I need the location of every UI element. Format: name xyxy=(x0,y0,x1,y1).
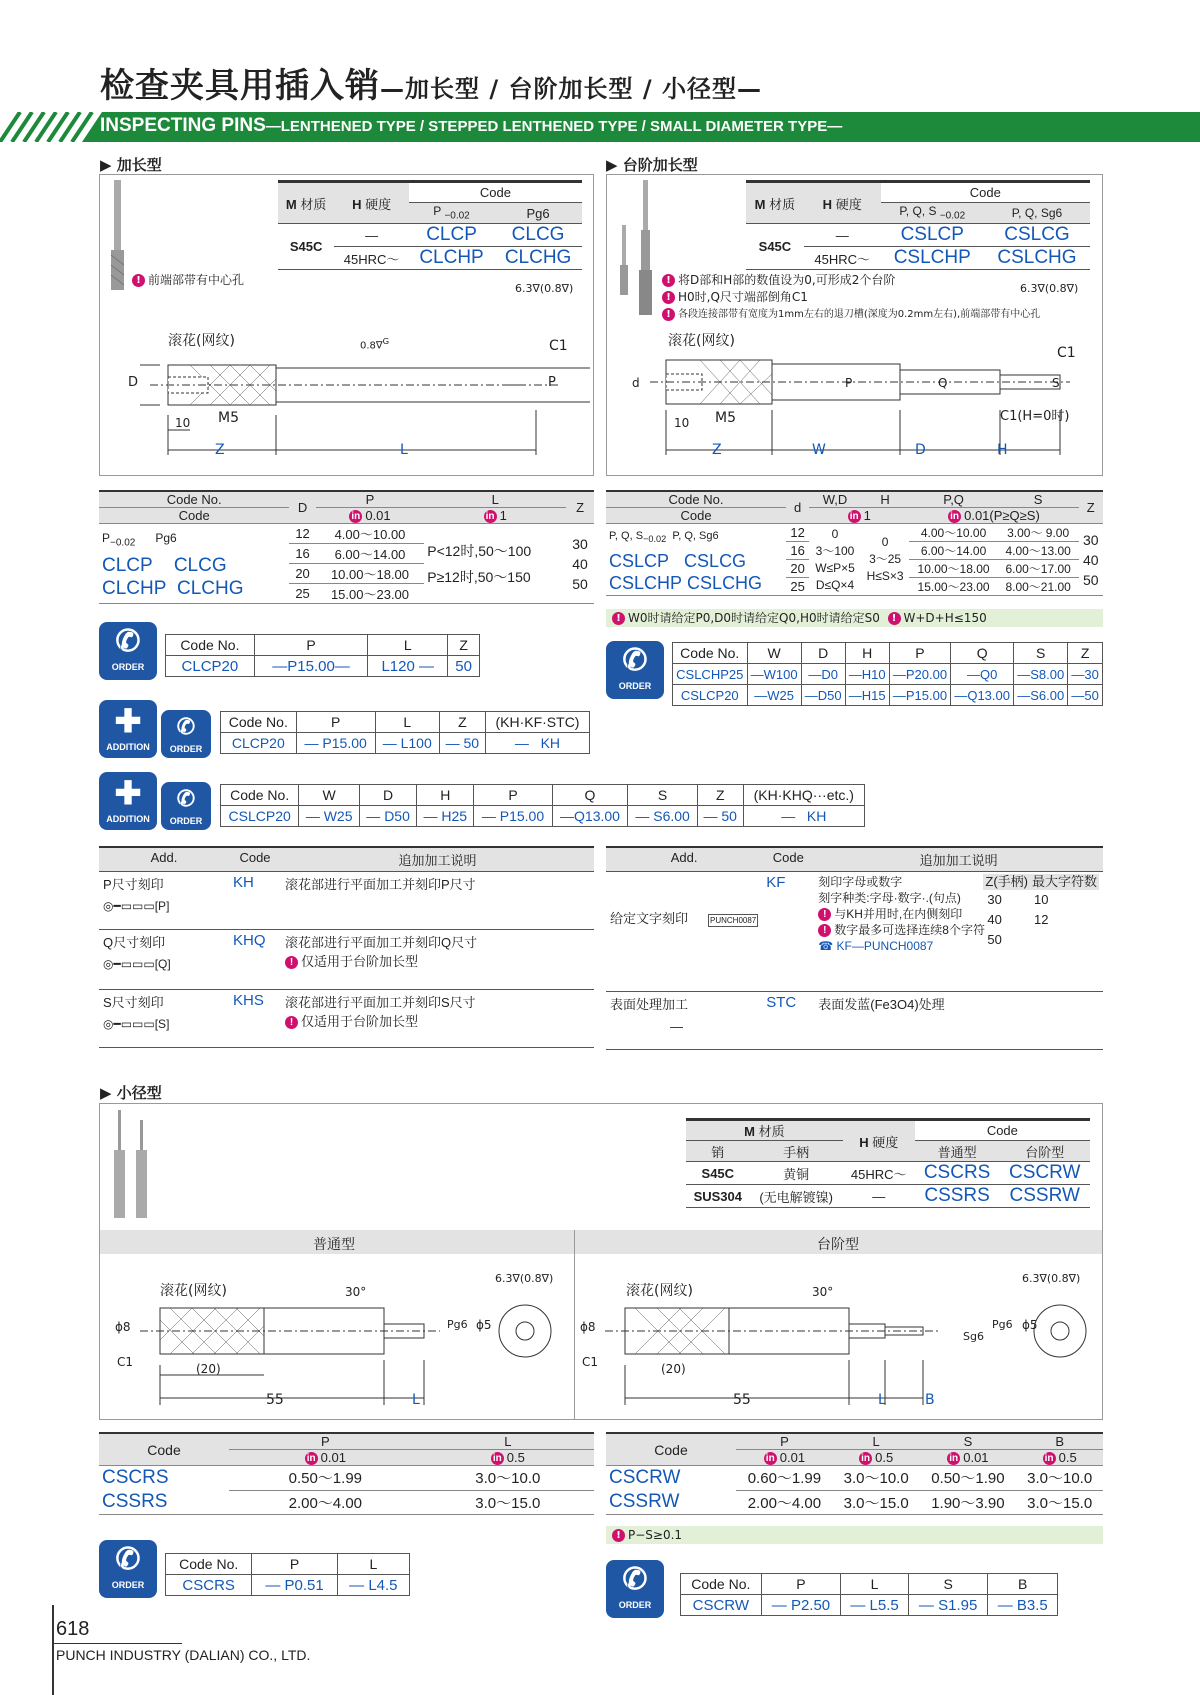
dim-55b: 55 xyxy=(733,1392,751,1408)
footer-underline xyxy=(52,1643,182,1644)
dim-C1H: C1(H=0时) xyxy=(1000,409,1070,424)
dim-20: (20) xyxy=(196,1362,221,1376)
dim-C1d: C1 xyxy=(582,1355,599,1369)
dim-M5b: M5 xyxy=(715,410,736,426)
small-step-table: Code P L S B in 0.01 in 0.5 in 0.01 in 0.5 CSCRW CSSRW 0.60～1.99 3.0～10.0 0.50～1.90 3.0～10.0 2.00～4.00 3.0～15.0 1.90～3.90 3.0～15.0 xyxy=(606,1432,1103,1515)
order-button-6[interactable]: ✆ ORDER xyxy=(606,1560,664,1618)
dim-M5: M5 xyxy=(218,410,239,426)
dim-20b: (20) xyxy=(661,1362,686,1376)
dim-C1b: C1 xyxy=(1057,345,1076,361)
dim-Q: Q xyxy=(938,376,948,390)
small-type-header xyxy=(100,1230,1102,1254)
knurl-label: 滚花(网纹) xyxy=(168,333,235,349)
dim-D2: D xyxy=(915,442,926,458)
small-step-roughness: 6.3∇(0.8∇) xyxy=(1022,1272,1081,1285)
small-roughness: 6.3∇(0.8∇) xyxy=(495,1272,554,1285)
stepped-note-1: ! 将D部和H部的数值设为0,可形成2个台阶 xyxy=(662,271,895,288)
dim-phi5: ϕ5 xyxy=(476,1318,492,1332)
dim-S: S xyxy=(1052,376,1060,390)
addition-button-2[interactable]: ✚ ADDITION xyxy=(99,772,157,830)
dim-phi5b: ϕ5 xyxy=(1022,1318,1038,1332)
dim-10: 10 xyxy=(175,416,191,430)
dim-phi8b: ϕ8 xyxy=(580,1320,596,1334)
stepped-note-3: ! 各段连接部带有宽度为1mm左右的退刀槽(深度为0.2mm左右),前端部带有中心孔 xyxy=(662,305,1040,321)
small-step-note: ! P−S≥0.1 xyxy=(606,1526,1103,1544)
order-example-small-step: Code No. P L S B CSCRW — P2.50 — L5.5 — S1.95 — B3.5 xyxy=(680,1573,1058,1616)
dim-Sg6: Sg6 xyxy=(963,1330,984,1343)
additional-processing-right: Add. Code 追加加工说明 给定文字刻印 PUNCH0087 KF Z(手柄) 最大字符数 30 10 40 12 50 刻印字母或数字 刻字种类:字母·数字·.(句点) ! 与KH并用时,在内侧刻印 ! 数字最多可选择连续8个字符 ☎ KF—PUNCH0087 表面处理加工 — STC 表面发蓝(Fe3O4)处理 xyxy=(606,846,1103,1050)
dim-phi8: ϕ8 xyxy=(115,1320,131,1334)
lengthened-pin-photo xyxy=(108,180,128,292)
small-normal-table: Code P L in 0.01 in 0.5 CSCRS CSSRS 0.50～1.99 3.0～10.0 2.00～4.00 3.0～15.0 xyxy=(99,1432,594,1515)
dim-P: P xyxy=(548,375,556,390)
section-title-stepped: ▶ 台阶加长型 xyxy=(606,156,698,174)
stepped-dimension-table: Code No. d W,D H P,Q S Z Code in 1 in 0.01(P≥Q≥S) P, Q, $S_{-0.02}$ P, Q, Sg6 CSLCP CSLCG CSLCHP CSLCHG 12 0 3～100 W≤P×5 D≤Q×4 0 3～25 H≤S×3 4.00～10.00 3.00～ 9.00 30 40 50 16 6.00～14.00 4.00～13.00 20 10.00～18.00 6.00～17.00 25 15.00～23.00 8.00～21.00 xyxy=(606,490,1103,596)
dim-W: W xyxy=(812,442,826,458)
order-button-3[interactable]: ✆ ORDER xyxy=(161,710,211,758)
lengthened-note: ! 前端部带有中心孔 xyxy=(132,271,244,288)
dim-L: L xyxy=(400,442,408,458)
order-example-small-normal: Code No. P L CSCRS — P0.51 — L4.5 xyxy=(165,1553,410,1596)
dim-10b: 10 xyxy=(674,416,690,430)
dim-Pg6b: Pg6 xyxy=(992,1318,1013,1331)
dim-B: B xyxy=(925,1392,935,1408)
order-button-4[interactable]: ✆ ORDER xyxy=(161,782,211,830)
dim-30degb: 30° xyxy=(812,1285,834,1299)
dim-P2: P xyxy=(845,376,853,390)
section-title-small: ▶ 小径型 xyxy=(100,1084,162,1102)
small-material-table: M 材质 H 硬度 Code 销 手柄 普通型 台阶型 S45C 黄铜 45HRC～ CSCRS CSCRW SUS304 (无电解镀镍) — CSSRS CSSRW xyxy=(686,1118,1090,1208)
small-step-knurl-label: 滚花(网纹) xyxy=(626,1283,693,1299)
dim-55: 55 xyxy=(266,1392,284,1408)
dim-Ld: L xyxy=(878,1392,886,1408)
small-type-divider xyxy=(574,1230,575,1420)
stepped-pin-photo xyxy=(618,180,658,325)
stepped-table-note: ! W0时请给定P0,D0时请给定Q0,H0时请给定S0 ! W+D+H≤150 xyxy=(606,609,1103,627)
tab-step: 台阶型 xyxy=(817,1237,859,1253)
dim-H: H xyxy=(997,442,1008,458)
stepped-knurl-label: 滚花(网纹) xyxy=(668,333,735,349)
stepped-note-2: ! H0时,Q尺寸端部倒角C1 xyxy=(662,288,808,305)
page-number: 618 xyxy=(56,1618,90,1640)
stepped-material-table: M 材质 H 硬度 Code P, Q, S $_{-0.02}$ P, Q, Sg6 S45C — CSLCP CSLCG 45HRC～ CSLCHP CSLCHG xyxy=(746,180,1090,270)
dim-Pg6: Pg6 xyxy=(447,1318,468,1331)
roughness-mark: 0.8∇$^G$ xyxy=(360,336,390,352)
company-name: PUNCH INDUSTRY (DALIAN) CO., LTD. xyxy=(56,1647,311,1663)
order-button-2[interactable]: ✆ ORDER xyxy=(606,641,664,699)
small-pin-photo xyxy=(108,1110,156,1220)
dim-C1: C1 xyxy=(549,338,568,354)
order-button-5[interactable]: ✆ ORDER xyxy=(99,1540,157,1598)
lengthened-dimension-table: Code No. D P L Z Code in 0.01 in 1 $P_{-0.02}$ Pg6 CLCP CLCG CLCHP CLCHG 12 4.00～10.00 P<12时,50～100 P≥12时,50～150 30 40 50 16 6.00～14.00 20 10.00～18.00 25 15.00～23.00 xyxy=(99,490,594,604)
english-title: INSPECTING PINS—LENTHENED TYPE / STEPPED LENTHENED TYPE / SMALL DIAMETER TYPE— xyxy=(100,115,843,136)
dim-C1c: C1 xyxy=(117,1355,134,1369)
stepped-roughness: 6.3∇(0.8∇) xyxy=(1020,282,1079,295)
additional-processing-left: Add. Code 追加加工说明 P尺寸刻印 ◎━▭▭▭[P] KH 滚花部进行平面加工并刻印P尺寸 Q尺寸刻印 ◎━▭▭▭[Q] KHQ 滚花部进行平面加工并刻印Q尺寸 ! 仅适用于台阶加长型 S尺寸刻印 ◎━▭▭▭[S] KHS 滚花部进行平面加工并刻印S尺寸 ! 仅适用于台阶加长型 xyxy=(99,846,594,1048)
dim-Lc: L xyxy=(412,1392,420,1408)
tab-normal: 普通型 xyxy=(313,1237,355,1253)
roughness-symbol: 6.3∇(0.8∇) xyxy=(515,282,574,295)
order-example-lengthened: Code No. P L Z CLCP20 —P15.00— L120 — 50 xyxy=(165,634,480,677)
footer-rule xyxy=(52,1605,54,1695)
page-title: 检查夹具用插入销—加长型 / 台阶加长型 / 小径型— xyxy=(100,66,762,106)
small-knurl-label: 滚花(网纹) xyxy=(160,1283,227,1299)
lengthened-material-table: M 材质 H 硬度 Code P $_{-0.02}$ Pg6 S45C — CLCP CLCG 45HRC～ CLCHP CLCHG xyxy=(278,180,582,270)
order-button-1[interactable]: ✆ ORDER xyxy=(99,622,157,680)
dim-Zb: Z xyxy=(712,442,722,458)
dim-30deg: 30° xyxy=(345,1285,367,1299)
dim-d: d xyxy=(632,376,640,390)
addition-button-1[interactable]: ✚ ADDITION xyxy=(99,700,157,758)
dim-D: D xyxy=(128,375,139,390)
order-example-addition-1: Code No. P L Z (KH·KF·STC) CLCP20 — P15.00 — L100 — 50 — KH xyxy=(220,711,590,754)
section-title-lengthened: ▶ 加长型 xyxy=(100,156,162,174)
order-example-stepped: Code No. W D H P Q S Z CSLCHP25 —W100 —D0 —H10 —P20.00 —Q0 —S8.00 —30 CSLCP20 —W25 —D50 —H15 —P15.00 —Q13.00 —S6.00 —50 xyxy=(672,642,1103,706)
dim-Z: Z xyxy=(215,442,225,458)
order-example-addition-2: Code No. W D H P Q S Z (KH·KHQ···etc.) CSLCP20 — W25 — D50 — H25 — P15.00 —Q13.00 — S6.00 — 50 — KH xyxy=(220,784,865,827)
